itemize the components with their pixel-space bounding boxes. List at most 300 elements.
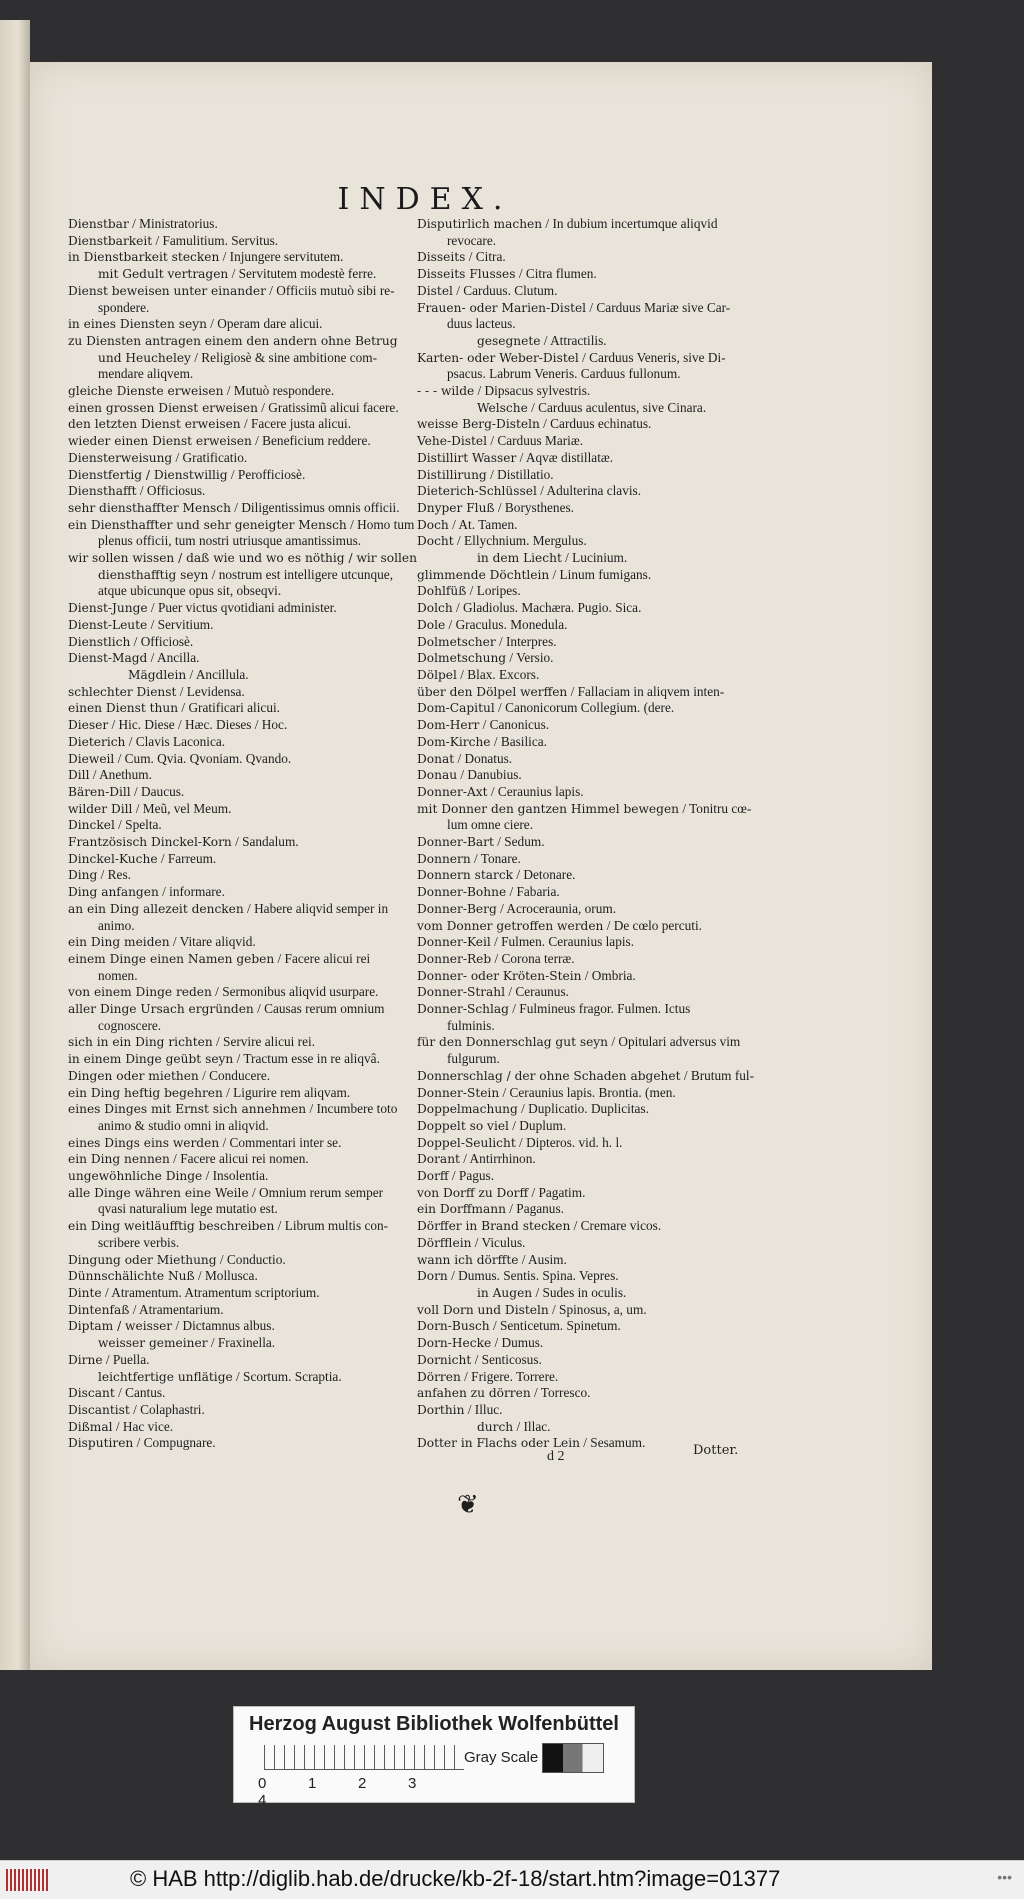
- library-card: [233, 1706, 635, 1809]
- index-entry: [68, 1235, 398, 1252]
- entry-latin: / Servitium.: [147, 616, 214, 632]
- index-entry: [68, 968, 398, 985]
- index-entry: [417, 583, 739, 600]
- index-entry: [417, 433, 739, 450]
- entry-german: Dnyper Fluß: [417, 500, 495, 515]
- ruler-number: 4: [258, 1792, 267, 1809]
- entry-latin: / Duplum.: [508, 1117, 567, 1133]
- entry-german: von Dorff zu Dorff: [417, 1185, 529, 1200]
- index-entry: [68, 366, 398, 383]
- entry-german: Dienstbar: [68, 217, 129, 231]
- entry-latin: / Atramentarium.: [129, 1301, 224, 1317]
- entry-german: Vehe-Distel: [417, 434, 488, 449]
- entry-german: Dißmal: [68, 1419, 113, 1434]
- entry-german: Distillirung: [417, 467, 487, 482]
- index-entry: [68, 1335, 398, 1352]
- index-entry: [417, 617, 739, 634]
- entry-latin: / Lucinium.: [561, 550, 628, 566]
- entry-latin: / Adulterina clavis.: [536, 483, 642, 499]
- index-entry: [417, 1001, 739, 1018]
- index-entry: [68, 249, 398, 266]
- ruler-numbers: [258, 1775, 478, 1809]
- entry-german: Dieterich: [68, 734, 126, 749]
- index-entry: [417, 918, 739, 935]
- entry-latin: / Vitare aliqvid.: [169, 934, 256, 950]
- entry-german: weisse Berg-Disteln: [417, 417, 540, 432]
- index-entry: [417, 1018, 739, 1035]
- entry-german: ungewöhnliche Dinge: [68, 1169, 203, 1184]
- entry-german: Ding: [68, 868, 98, 883]
- entry-german: ein Dorffmann: [417, 1202, 506, 1217]
- index-entry: [417, 1101, 739, 1118]
- index-entry: [417, 1051, 739, 1068]
- entry-latin: / Citra flumen.: [515, 266, 597, 282]
- index-entry: [68, 533, 398, 550]
- index-entry: [417, 934, 739, 951]
- index-entry: [68, 483, 398, 500]
- library-name: Herzog August Bibliothek Wolfenbüttel: [249, 1713, 619, 1735]
- entry-latin: / Scortum. Scraptia.: [232, 1368, 342, 1384]
- entry-latin: / Sudes in oculis.: [532, 1285, 627, 1300]
- index-entry: [68, 1369, 398, 1386]
- entry-latin: / Officiosus.: [136, 483, 206, 499]
- entry-latin: / Antirrhinon.: [459, 1151, 536, 1167]
- entry-latin: cognoscere.: [98, 1017, 162, 1033]
- entry-latin: / At. Tamen.: [448, 516, 518, 532]
- index-entry: [417, 300, 739, 317]
- entry-latin: / Homo tum: [346, 516, 415, 532]
- entry-german: Donat: [417, 751, 455, 766]
- entry-german: Dienstlich: [68, 634, 131, 649]
- index-entry: [68, 467, 398, 484]
- entry-latin: / Carduus aculentus, sive Cinara.: [527, 399, 707, 415]
- index-entry: [417, 968, 739, 985]
- entry-latin: / Gratificatio.: [172, 449, 248, 465]
- entry-german: Dienstbarkeit: [68, 233, 153, 248]
- entry-latin: / Citra.: [465, 249, 506, 265]
- entry-german: Dienst beweisen unter einander: [68, 283, 266, 298]
- page-title: INDEX.: [337, 182, 513, 217]
- entry-latin: / Corona terræ.: [491, 950, 575, 966]
- entry-german: den letzten Dienst erweisen: [68, 417, 241, 432]
- entry-latin: / Mollusca.: [194, 1268, 258, 1284]
- entry-german: in Augen: [477, 1286, 533, 1300]
- entry-german: einen Dienst thun: [68, 701, 179, 716]
- entry-latin: / Incumbere toto: [306, 1101, 398, 1117]
- index-entry: [68, 1118, 398, 1135]
- index-entry: [417, 784, 739, 801]
- entry-german: Frauen- oder Marien-Distel: [417, 300, 587, 315]
- entry-latin: / Ellychnium. Mergulus.: [453, 533, 587, 549]
- entry-german: Dienst-Leute: [68, 617, 148, 632]
- index-entry: [417, 667, 739, 684]
- index-entry: [417, 517, 739, 534]
- index-entry: [417, 1151, 739, 1168]
- entry-german: in eines Diensten seyn: [68, 317, 207, 332]
- entry-latin: / Carduus echinatus.: [539, 416, 652, 432]
- index-entry: [68, 1151, 398, 1168]
- right-column: [417, 216, 755, 1452]
- index-entry: [68, 216, 398, 233]
- index-entry: [68, 300, 398, 317]
- entry-latin: lum omne ciere.: [447, 817, 534, 833]
- index-entry: [68, 801, 398, 818]
- entry-latin: / Fallaciam in aliqvem inten-: [567, 683, 725, 699]
- entry-german: mit Gedult vertragen: [98, 267, 229, 282]
- index-entry: [417, 416, 739, 433]
- index-entry: [68, 684, 398, 701]
- barcode-icon: [6, 1869, 48, 1891]
- entry-latin: / Aqvæ distillatæ.: [516, 449, 614, 465]
- entry-latin: / Graculus. Monedula.: [445, 616, 568, 632]
- index-entry: [68, 867, 398, 884]
- entry-latin: / De cœlo percuti.: [603, 917, 702, 933]
- entry-latin: / Acroceraunia, orum.: [496, 900, 617, 916]
- entry-german: Disputiren: [68, 1436, 134, 1451]
- ruler-number: 1: [308, 1775, 317, 1792]
- entry-german: Donner-Stein: [417, 1085, 500, 1100]
- entry-latin: / Gratificari alicui.: [178, 700, 281, 716]
- entry-german: weisser gemeiner: [98, 1336, 208, 1351]
- index-entry: [68, 1018, 398, 1035]
- entry-latin: / Mutuò respondere.: [223, 383, 335, 399]
- index-entry: [417, 383, 739, 400]
- entry-latin: duus lacteus.: [447, 316, 516, 332]
- entry-german: Dorn: [417, 1269, 448, 1284]
- index-entry: [417, 483, 739, 500]
- entry-german: Dolmetschung: [417, 651, 507, 666]
- index-entry: [417, 550, 739, 567]
- index-entry: [417, 800, 752, 818]
- entry-latin: / Carduus Veneris, sive Di-: [578, 349, 726, 365]
- index-entry: [68, 1268, 398, 1285]
- entry-german: Mägdlein: [128, 667, 187, 682]
- index-entry: [417, 233, 739, 250]
- index-entry: [68, 1168, 398, 1185]
- entry-latin: / Spinosus, a, um.: [548, 1301, 647, 1317]
- index-entry: [68, 1135, 398, 1152]
- entry-german: Donnerschlag / der ohne Schaden abgehet: [417, 1068, 681, 1083]
- entry-german: in dem Liecht: [477, 551, 562, 566]
- entry-german: schlechter Dienst: [68, 684, 177, 699]
- index-entry: [417, 1252, 739, 1269]
- left-column: [68, 216, 417, 1452]
- entry-latin: / Tractum esse in re aliqvâ.: [233, 1051, 380, 1067]
- entry-latin: / Dumus. Sentis. Spina. Vepres.: [447, 1268, 619, 1284]
- entry-latin: / Ceraunus.: [505, 984, 569, 1000]
- index-entry: [68, 1402, 398, 1419]
- index-entry: [417, 1034, 739, 1051]
- entry-latin: / Senticetum. Spinetum.: [489, 1318, 621, 1334]
- entry-german: an ein Ding allezeit dencken: [68, 901, 244, 916]
- entry-latin: / Cremare vicos.: [570, 1218, 662, 1234]
- entry-german: Dorant: [417, 1152, 460, 1167]
- entry-latin: / Ancillula.: [186, 666, 249, 682]
- entry-german: sehr diensthaffter Mensch: [68, 500, 231, 515]
- index-entry: [68, 767, 398, 784]
- entry-german: ein Ding meiden: [68, 935, 170, 950]
- entry-latin: plenus officii, tum nostri utriusque amantissimus.: [98, 533, 362, 549]
- index-entry: [68, 433, 398, 450]
- entry-german: von einem Dinge reden: [68, 985, 212, 1000]
- entry-latin: / Fulmineus fragor. Fulmen. Ictus: [508, 1001, 691, 1017]
- entry-latin: / Levidensa.: [176, 683, 245, 699]
- index-entry: [417, 1268, 739, 1285]
- entry-german: Donner-Axt: [417, 784, 488, 799]
- ruler-number: 3: [408, 1775, 417, 1792]
- entry-latin: / Ceraunius lapis.: [487, 783, 584, 799]
- entry-german: einem Dinge einen Namen geben: [68, 951, 275, 966]
- entry-latin: / Distillatio.: [486, 466, 554, 482]
- entry-german: Dill: [68, 768, 90, 783]
- index-entry: [417, 1335, 739, 1352]
- entry-latin: / Detonare.: [513, 867, 576, 883]
- entry-latin: / Ombria.: [581, 967, 636, 983]
- entry-german: vom Donner getroffen werden: [417, 918, 604, 933]
- entry-latin: / Loripes.: [466, 583, 521, 599]
- index-entry: [68, 834, 398, 851]
- index-entry: [417, 467, 739, 484]
- entry-german: Doppelt so viel: [417, 1118, 509, 1133]
- entry-latin: / Commentari inter se.: [219, 1134, 342, 1150]
- entry-german: Dienst-Magd: [68, 651, 148, 666]
- index-entry: [417, 283, 739, 300]
- index-entry: [68, 333, 398, 350]
- entry-german: Dom-Herr: [417, 718, 480, 733]
- catchword: Dotter.: [693, 1443, 739, 1458]
- index-entry: [417, 316, 739, 333]
- entry-latin: fulgurum.: [447, 1051, 500, 1067]
- entry-latin: / Senticosus.: [471, 1351, 542, 1367]
- entry-german: Donner- oder Kröten-Stein: [417, 968, 582, 983]
- entry-german: durch: [477, 1419, 514, 1434]
- entry-german: Donner-Berg: [417, 901, 497, 916]
- entry-latin: / Perofficiosè.: [227, 466, 306, 482]
- index-entry: [417, 984, 739, 1001]
- entry-latin: / Causas rerum omnium: [253, 1001, 385, 1017]
- entry-latin: / Dictamnus albus.: [172, 1318, 275, 1334]
- entry-german: voll Dorn und Disteln: [417, 1302, 549, 1317]
- index-entry: [68, 266, 398, 283]
- entry-german: Diensterweisung: [68, 450, 173, 465]
- index-entry: [417, 867, 739, 884]
- index-entry: [68, 817, 398, 834]
- index-entry: [417, 500, 739, 517]
- index-entry: [68, 700, 398, 717]
- entry-latin: / Beneficium reddere.: [251, 433, 371, 449]
- index-entry: [417, 366, 739, 383]
- entry-latin: / Donatus.: [454, 750, 513, 766]
- index-entry: [68, 600, 398, 617]
- entry-latin: / Ausim.: [518, 1251, 567, 1267]
- index-entry: [68, 1201, 398, 1218]
- entry-latin: / Fraxinella.: [207, 1335, 276, 1351]
- index-entry: [68, 851, 398, 868]
- index-entry: [68, 751, 398, 768]
- entry-latin: psacus. Labrum Veneris. Carduus fullonum.: [447, 366, 681, 382]
- entry-german: Donner-Bohne: [417, 885, 507, 900]
- entry-latin: / Viculus.: [471, 1234, 526, 1250]
- entry-latin: / Ligurire rem aliqvam.: [222, 1084, 351, 1100]
- entry-german: in einem Dinge geübt seyn: [68, 1052, 234, 1067]
- index-entry: [68, 1435, 398, 1452]
- index-entry: [68, 400, 398, 417]
- entry-german: Donnern: [417, 851, 471, 866]
- entry-latin: / Canonicorum Collegium. (dere.: [494, 700, 675, 716]
- entry-german: Dienst-Junge: [68, 601, 148, 616]
- index-entry: [417, 1435, 739, 1452]
- index-entry: [417, 450, 739, 467]
- entry-german: Dienstfertig / Dienstwillig: [68, 467, 228, 482]
- index-entry: [68, 383, 398, 400]
- entry-latin: / Basilica.: [490, 733, 547, 749]
- entry-latin: / Servitutem modestè ferre.: [228, 266, 377, 282]
- index-entry: [68, 1252, 398, 1269]
- index-entry: [417, 600, 739, 617]
- entry-latin: / Conducere.: [198, 1067, 271, 1083]
- entry-latin: / nostrum est intelligere utcunque,: [208, 566, 394, 582]
- index-entry: [417, 751, 739, 768]
- index-entry: [68, 583, 398, 600]
- entry-latin: / Hac vice.: [112, 1418, 174, 1434]
- entry-german: Dinckel: [68, 818, 115, 833]
- index-entry: [417, 266, 739, 283]
- entry-latin: scribere verbis.: [98, 1234, 180, 1250]
- entry-latin: / Versio.: [506, 650, 554, 666]
- entry-latin: / Injungere servitutem.: [219, 249, 344, 265]
- entry-latin: / Puer victus qvotidiani administer.: [147, 600, 337, 616]
- index-entry: [68, 1001, 398, 1018]
- index-entry: [417, 533, 739, 550]
- entry-german: Docht: [417, 534, 454, 549]
- index-entry: [417, 333, 739, 350]
- index-entry: [417, 1385, 739, 1402]
- entry-german: Donnern starck: [417, 868, 514, 883]
- index-entry: [68, 734, 398, 751]
- index-entry: [417, 884, 739, 901]
- index-entry: [68, 1419, 398, 1436]
- index-entry: [417, 717, 739, 734]
- entry-latin: / Fabaria.: [506, 884, 560, 900]
- source-url[interactable]: © HAB http://diglib.hab.de/drucke/kb-2f-18/start.htm?image=01377: [130, 1866, 781, 1891]
- entry-latin: / Ceraunius lapis. Brontia. (men.: [499, 1084, 676, 1100]
- entry-german: Disseits Flusses: [417, 267, 516, 282]
- entry-latin: / Paganus.: [505, 1201, 564, 1217]
- entry-german: Doppelmachung: [417, 1102, 518, 1117]
- index-entry: [417, 1402, 739, 1419]
- entry-german: gleiche Dienste erweisen: [68, 384, 224, 399]
- index-entry: [68, 784, 398, 801]
- entry-latin: / Fulmen. Ceraunius lapis.: [490, 934, 635, 950]
- index-entry: [68, 450, 398, 467]
- entry-latin: nomen.: [98, 967, 138, 983]
- index-entry: [68, 1285, 398, 1302]
- entry-german: Dörffer in Brand stecken: [417, 1219, 571, 1234]
- index-entry: [417, 1168, 739, 1185]
- index-entry: [68, 1385, 398, 1402]
- entry-latin: / Interpres.: [495, 633, 557, 649]
- entry-german: Doch: [417, 517, 449, 532]
- entry-latin: / Famulitium. Servitus.: [152, 232, 279, 248]
- entry-german: Ding anfangen: [68, 885, 159, 900]
- entry-german: Doppel-Seulicht: [417, 1135, 516, 1150]
- more-options-icon[interactable]: •••: [997, 1869, 1012, 1885]
- entry-latin: / Tonitru cœ-: [679, 800, 752, 816]
- index-entry: [417, 1118, 739, 1135]
- index-entry: [417, 350, 739, 367]
- entry-german: Dünnschälichte Nuß: [68, 1269, 195, 1284]
- entry-german: Disputirlich machen: [417, 217, 543, 231]
- entry-german: Donner-Bart: [417, 835, 494, 850]
- index-entry: [68, 350, 398, 367]
- entry-latin: / Ancilla.: [147, 650, 200, 666]
- entry-german: Dörfflein: [417, 1235, 472, 1250]
- index-entry: [68, 1101, 398, 1118]
- entry-german: Dornicht: [417, 1352, 472, 1367]
- entry-latin: / Blax. Excors.: [456, 666, 540, 682]
- entry-latin: / Sedum.: [493, 834, 545, 850]
- entry-latin: / Borysthenes.: [494, 499, 574, 515]
- entry-latin: qvasi naturalium lege mutatio est.: [98, 1201, 278, 1217]
- index-entry: [68, 1034, 398, 1051]
- entry-latin: / Gratissimũ alicui facere.: [257, 399, 399, 415]
- entry-latin: / Cum. Qvia. Qvoniam. Qvando.: [114, 750, 292, 766]
- index-entry: [417, 1185, 739, 1202]
- entry-german: Donner-Schlag: [417, 1002, 509, 1017]
- index-entry: [417, 650, 739, 667]
- index-entry: [417, 817, 739, 834]
- entry-german: Donau: [417, 768, 458, 783]
- index-entry: [68, 1352, 398, 1369]
- entry-german: Discant: [68, 1386, 115, 1401]
- entry-latin: / Sesamum.: [579, 1435, 646, 1451]
- entry-latin: animo.: [98, 917, 135, 933]
- entry-latin: / Sandalum.: [231, 834, 299, 850]
- index-entry: [68, 617, 398, 634]
- entry-latin: / Cantus.: [114, 1385, 166, 1401]
- entry-german: Distillirt Wasser: [417, 450, 517, 465]
- index-entry: [68, 516, 415, 534]
- entry-german: Dom-Kirche: [417, 734, 491, 749]
- entry-german: Frantzösisch Dinckel-Korn: [68, 835, 232, 850]
- entry-latin: / Insolentia.: [202, 1168, 269, 1184]
- index-entry: [68, 1318, 398, 1335]
- entry-latin: spondere.: [98, 299, 150, 315]
- entry-latin: / Carduus Mariæ.: [487, 433, 584, 449]
- index-entry: [68, 667, 398, 684]
- entry-latin: / Officiis mutuò sibi re-: [265, 282, 395, 298]
- entry-german: Diptam / weisser: [68, 1319, 173, 1334]
- ruler-number: 0: [258, 1775, 267, 1792]
- entry-latin: / Duplicatio. Duplicitas.: [517, 1101, 649, 1117]
- entry-german: Dieweil: [68, 751, 115, 766]
- entry-german: Dölpel: [417, 667, 457, 682]
- index-entry: [417, 834, 739, 851]
- index-entry: [417, 1369, 739, 1386]
- index-entry: [68, 1085, 398, 1102]
- index-entry: [417, 400, 739, 417]
- entry-german: ein Diensthaffter und sehr geneigter Mensch: [68, 517, 347, 532]
- entry-latin: / Hic. Diese / Hæc. Dieses / Hoc.: [108, 717, 288, 733]
- entry-latin: / Linum fumigans.: [549, 566, 652, 582]
- entry-latin: / Brutum ful-: [680, 1067, 755, 1083]
- entry-german: Dorn-Hecke: [417, 1336, 492, 1351]
- entry-latin: / Facere justa alicui.: [240, 416, 352, 432]
- entry-german: Welsche: [477, 400, 528, 415]
- index-entry: [417, 1067, 755, 1085]
- entry-german: leichtfertige unflätige: [98, 1369, 233, 1384]
- index-entry: [417, 851, 739, 868]
